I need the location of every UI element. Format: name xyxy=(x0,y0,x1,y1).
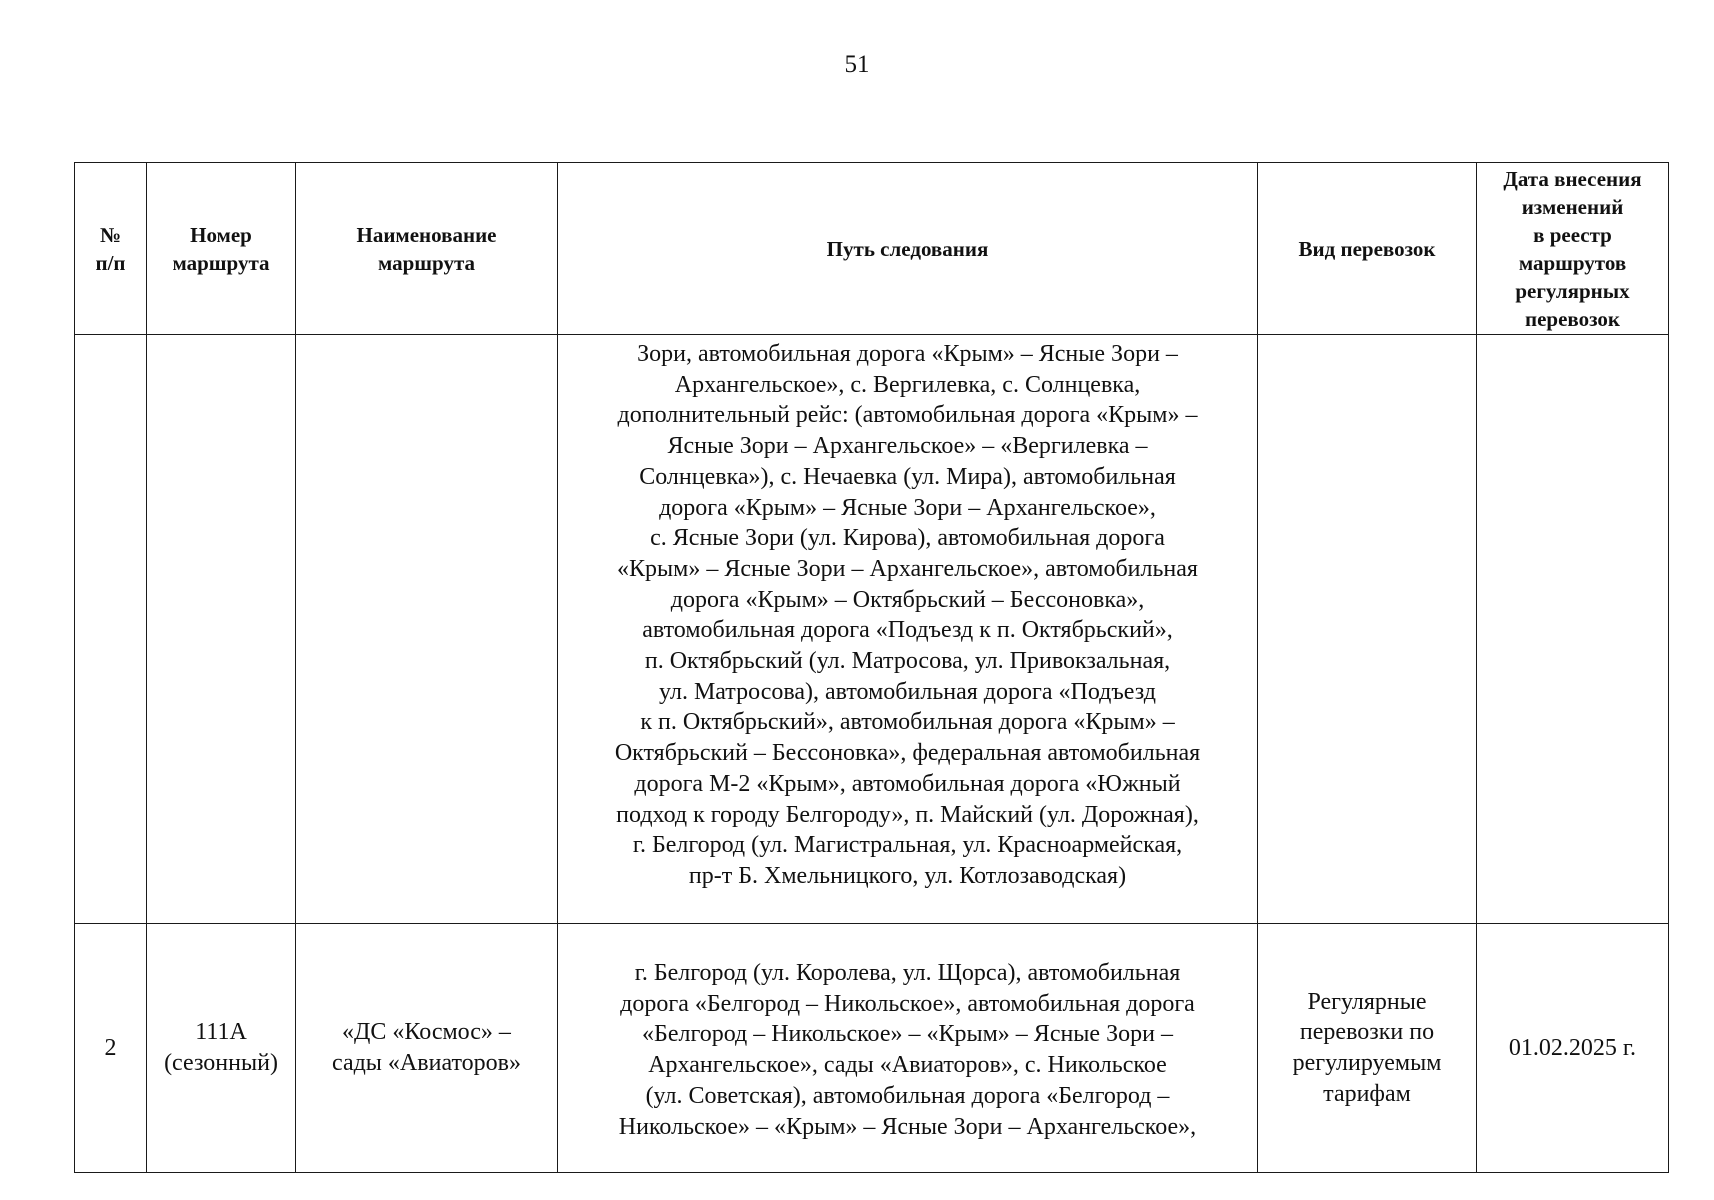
header-transport-type: Вид перевозок xyxy=(1258,163,1477,335)
table-row xyxy=(75,924,1669,1173)
path-line: дорога «Крым» – Октябрьский – Бессоновка», xyxy=(670,586,1145,613)
cell-route-name: «ДС «Космос» – сады «Авиаторов» xyxy=(296,924,558,1173)
cell-route-name xyxy=(296,335,558,924)
path-line: Ясные Зори – Архангельское» – «Вергилевка – xyxy=(667,433,1148,460)
cell-date xyxy=(1477,335,1669,924)
path-line: п. Октябрьский (ул. Матросова, ул. Привокзальная, xyxy=(644,648,1171,675)
path-line: дорога М-2 «Крым», автомобильная дорога «Южный xyxy=(634,770,1181,797)
cell-route-number xyxy=(147,335,296,924)
path-line: Солнцевка»), с. Нечаевка (ул. Мира), автомобильная xyxy=(639,463,1176,490)
path-line: дорога «Белгород – Никольское», автомобильная дорога xyxy=(620,990,1195,1017)
table-row xyxy=(75,335,1669,924)
cell-num xyxy=(75,335,147,924)
path-line: автомобильная дорога «Подъезд к п. Октябрьский», xyxy=(642,617,1173,644)
path-line: Октябрьский – Бессоновка», федеральная автомобильная xyxy=(614,740,1201,767)
routes-registry-table xyxy=(74,162,1669,1173)
path-line: дополнительный рейс: (автомобильная дорога «Крым» – xyxy=(617,402,1198,429)
path-line: Никольское» – «Крым» – Ясные Зори – Архангельское», xyxy=(618,1113,1197,1140)
header-date-changes: Дата внесения изменений в реестр маршрутов регулярных перевозок xyxy=(1477,163,1669,335)
header-row xyxy=(75,163,1669,335)
path-line: пр-т Б. Хмельницкого, ул. Котлозаводская) xyxy=(688,862,1127,889)
page-number: 51 xyxy=(844,51,870,78)
header-num: № п/п xyxy=(75,163,147,335)
header-route-name: Наименование маршрута xyxy=(296,163,558,335)
cell-route-number: 111А (сезонный) xyxy=(147,924,296,1173)
path-line: г. Белгород (ул. Магистральная, ул. Красноармейская, xyxy=(632,832,1183,859)
header-route-number: Номер маршрута xyxy=(147,163,296,335)
cell-transport-type: Регулярные перевозки по регулируемым тарифам xyxy=(1258,924,1477,1173)
path-line: с. Ясные Зори (ул. Кирова), автомобильная дорога xyxy=(650,525,1165,552)
header-path: Путь следования xyxy=(558,163,1258,335)
table-header xyxy=(75,163,1669,335)
path-line: Архангельское», с. Вергилевка, с. Солнцевка, xyxy=(674,371,1141,398)
path-line: ул. Матросова), автомобильная дорога «Подъезд xyxy=(659,678,1156,705)
cell-path xyxy=(558,335,1258,924)
path-line: к п. Октябрьский», автомобильная дорога «Крым» – xyxy=(640,709,1175,736)
path-line: (ул. Советская), автомобильная дорога «Белгород – xyxy=(645,1082,1170,1109)
cell-transport-type xyxy=(1258,335,1477,924)
cell-date: 01.02.2025 г. xyxy=(1477,924,1669,1173)
path-line: г. Белгород (ул. Королева, ул. Щорса), автомобильная xyxy=(634,960,1181,986)
path-line: подход к городу Белгороду», п. Майский (ул. Дорожная), xyxy=(616,801,1199,828)
path-line: дорога «Крым» – Ясные Зори – Архангельское», xyxy=(659,494,1156,521)
path-line: «Крым» – Ясные Зори – Архангельское», автомобильная xyxy=(617,555,1198,582)
cell-num: 2 xyxy=(75,924,147,1173)
path-line: «Белгород – Никольское» – «Крым» – Ясные Зори – xyxy=(642,1021,1173,1048)
path-line: Зори, автомобильная дорога «Крым» – Ясные Зори – xyxy=(637,341,1178,367)
cell-path xyxy=(558,924,1258,1173)
path-line: Архангельское», сады «Авиаторов», с. Никольское xyxy=(648,1052,1167,1079)
